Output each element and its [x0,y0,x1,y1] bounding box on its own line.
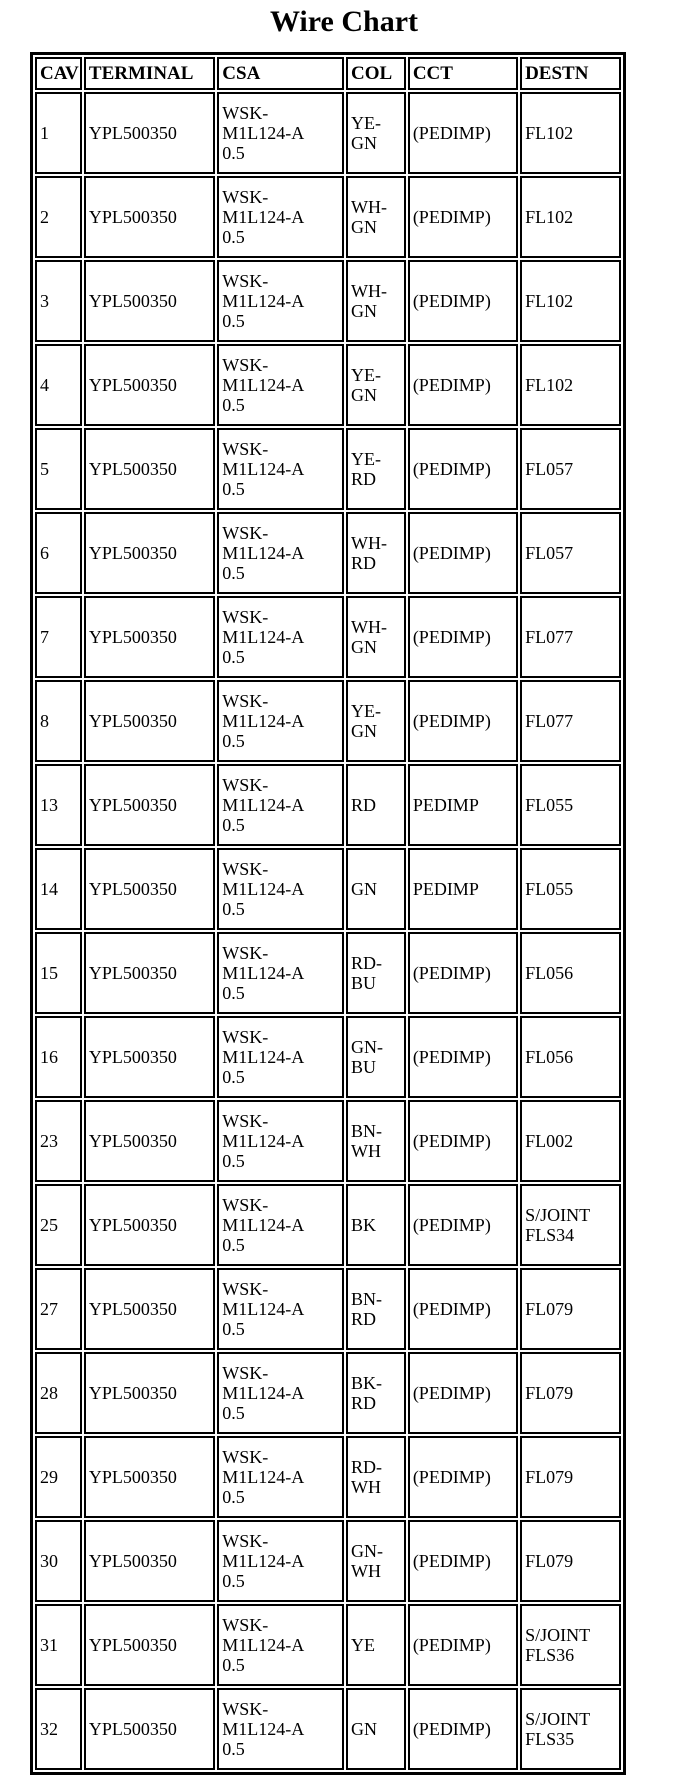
cell-csa-line: M1L124-A [222,459,305,479]
cell-col-line: GN [350,637,377,657]
cell-csa [217,596,344,678]
cell-col [346,1184,406,1266]
cell-cav: 16 [35,1016,82,1098]
cell-destn [520,1604,621,1686]
table-row [35,428,621,510]
cell-csa [217,1268,344,1350]
cell-destn [520,680,621,762]
cell-terminal: YPL500350 [84,848,215,930]
cell-col-line: RD [350,795,376,815]
cell-destn-line: FL079 [525,1299,574,1319]
cell-destn-line: FL002 [525,1131,574,1151]
cell-destn-line: S/JOINT [525,1709,591,1729]
cell-csa-line: WSK- [222,1699,269,1719]
cell-destn [520,512,621,594]
cell-csa [217,512,344,594]
cell-col [346,1688,406,1770]
cell-csa [217,1016,344,1098]
cell-csa [217,1436,344,1518]
cell-cct: (PEDIMP) [408,1352,518,1434]
cell-col [346,1268,406,1350]
cell-csa-line: M1L124-A [222,291,305,311]
cell-destn-line: FL056 [525,1047,574,1067]
cell-csa-line: 0.5 [222,1571,245,1591]
cell-csa-line: WSK- [222,775,269,795]
cell-col [346,344,406,426]
cell-col-line: BU [350,1057,376,1077]
cell-destn-line: FL102 [525,123,574,143]
cell-destn [520,344,621,426]
cell-csa-line: M1L124-A [222,711,305,731]
cell-csa-line: 0.5 [222,1151,245,1171]
cell-col-line: GN [350,385,377,405]
cell-cav: 5 [35,428,82,510]
cell-col [346,176,406,258]
cell-col-line: BU [350,973,376,993]
table-row [35,1520,621,1602]
cell-destn [520,1520,621,1602]
cell-col [346,1352,406,1434]
cell-destn [520,848,621,930]
cell-col-line: GN [350,301,377,321]
cell-csa [217,428,344,510]
cell-terminal: YPL500350 [84,1520,215,1602]
cell-destn [520,764,621,846]
table-row [35,848,621,930]
cell-destn-line: S/JOINT [525,1205,591,1225]
cell-col-line: BK [350,1215,376,1235]
cell-col [346,260,406,342]
cell-csa-line: 0.5 [222,815,245,835]
cell-csa [217,1520,344,1602]
cell-col [346,512,406,594]
cell-destn [520,1016,621,1098]
table-row [35,1184,621,1266]
cell-col-line: BK- [350,1373,382,1393]
cell-col [346,1100,406,1182]
cell-col [346,932,406,1014]
cell-csa-line: 0.5 [222,1319,245,1339]
cell-terminal: YPL500350 [84,1184,215,1266]
table-row [35,932,621,1014]
cell-terminal: YPL500350 [84,512,215,594]
cell-col-line: YE- [350,449,381,469]
cell-cav: 8 [35,680,82,762]
cell-destn [520,1184,621,1266]
cell-col [346,596,406,678]
cell-col-line: RD [350,1309,376,1329]
cell-csa-line: WSK- [222,1447,269,1467]
cell-cav: 13 [35,764,82,846]
cell-csa [217,1688,344,1770]
cell-col-line: GN [350,879,377,899]
cell-destn-line: FL079 [525,1383,574,1403]
cell-destn-line: FL077 [525,627,574,647]
cell-destn-line: FLS35 [525,1729,575,1749]
cell-csa-line: 0.5 [222,1655,245,1675]
table-row [35,1016,621,1098]
cell-col-line: RD- [350,953,382,973]
page-title: Wire Chart [269,5,419,38]
cell-csa-line: 0.5 [222,479,245,499]
cell-col [346,848,406,930]
cell-csa-line: 0.5 [222,143,245,163]
cell-csa-line: 0.5 [222,899,245,919]
cell-cct: (PEDIMP) [408,344,518,426]
cell-csa-line: WSK- [222,271,269,291]
cell-col-line: GN [350,133,377,153]
cell-col-line: WH- [350,197,387,217]
cell-terminal: YPL500350 [84,1100,215,1182]
cell-destn-line: FL057 [525,459,574,479]
cell-destn [520,1268,621,1350]
table-row [35,1436,621,1518]
cell-csa-line: WSK- [222,355,269,375]
cell-csa-line: 0.5 [222,1235,245,1255]
cell-cav: 27 [35,1268,82,1350]
header-terminal: TERMINAL [84,57,215,90]
cell-terminal: YPL500350 [84,260,215,342]
header-destn: DESTN [520,57,621,90]
cell-terminal: YPL500350 [84,596,215,678]
cell-col-line: WH- [350,617,387,637]
cell-csa [217,848,344,930]
cell-destn-line: FL079 [525,1467,574,1487]
cell-cct: (PEDIMP) [408,512,518,594]
cell-cct: (PEDIMP) [408,596,518,678]
cell-cav: 2 [35,176,82,258]
cell-cct: (PEDIMP) [408,1016,518,1098]
cell-destn [520,1352,621,1434]
cell-destn-line: FL056 [525,963,574,983]
cell-col [346,1436,406,1518]
cell-terminal: YPL500350 [84,1268,215,1350]
cell-csa-line: M1L124-A [222,207,305,227]
header-cav: CAV [35,57,82,90]
cell-csa-line: M1L124-A [222,1047,305,1067]
cell-cav: 29 [35,1436,82,1518]
cell-terminal: YPL500350 [84,344,215,426]
cell-cav: 3 [35,260,82,342]
cell-csa-line: WSK- [222,1615,269,1635]
cell-cav: 1 [35,92,82,174]
table-row [35,680,621,762]
cell-col-line: YE- [350,365,381,385]
cell-cct: (PEDIMP) [408,680,518,762]
cell-cav: 4 [35,344,82,426]
cell-col [346,92,406,174]
cell-cct: (PEDIMP) [408,176,518,258]
cell-csa-line: M1L124-A [222,1467,305,1487]
header-col: COL [346,57,406,90]
cell-col-line: RD [350,1393,376,1413]
cell-destn [520,428,621,510]
cell-terminal: YPL500350 [84,1436,215,1518]
table-row [35,1604,621,1686]
cell-csa-line: WSK- [222,607,269,627]
cell-cct: (PEDIMP) [408,1184,518,1266]
cell-col-line: RD [350,469,376,489]
cell-col-line: RD- [350,1457,382,1477]
cell-csa-line: WSK- [222,439,269,459]
cell-cav: 15 [35,932,82,1014]
cell-csa [217,1100,344,1182]
table-row [35,1688,621,1770]
cell-csa-line: 0.5 [222,563,245,583]
header-row [35,57,621,90]
cell-col [346,1016,406,1098]
cell-cct: PEDIMP [408,764,518,846]
cell-col-line: BN- [350,1289,382,1309]
cell-destn-line: FL079 [525,1551,574,1571]
cell-csa-line: 0.5 [222,731,245,751]
cell-csa-line: 0.5 [222,647,245,667]
cell-col-line: YE- [350,701,381,721]
cell-terminal: YPL500350 [84,1688,215,1770]
cell-cct: (PEDIMP) [408,1436,518,1518]
cell-cav: 14 [35,848,82,930]
cell-cav: 31 [35,1604,82,1686]
table-row [35,512,621,594]
cell-cct: (PEDIMP) [408,932,518,1014]
cell-csa-line: 0.5 [222,1487,245,1507]
cell-destn-line: FL102 [525,291,574,311]
cell-cav: 28 [35,1352,82,1434]
cell-destn-line: FL057 [525,543,574,563]
cell-destn [520,1100,621,1182]
cell-terminal: YPL500350 [84,1604,215,1686]
cell-csa-line: WSK- [222,523,269,543]
header-cct: CCT [408,57,518,90]
cell-csa-line: 0.5 [222,1739,245,1759]
table-row [35,764,621,846]
cell-csa-line: WSK- [222,943,269,963]
cell-destn-line: FLS36 [525,1645,575,1665]
cell-terminal: YPL500350 [84,428,215,510]
cell-col-line: BN- [350,1121,382,1141]
cell-col-line: WH- [350,533,387,553]
cell-csa-line: 0.5 [222,395,245,415]
cell-cct: (PEDIMP) [408,92,518,174]
cell-col-line: WH [350,1561,381,1581]
cell-csa-line: WSK- [222,103,269,123]
cell-csa [217,176,344,258]
cell-csa-line: M1L124-A [222,375,305,395]
cell-destn [520,1436,621,1518]
cell-csa-line: M1L124-A [222,1299,305,1319]
cell-csa [217,260,344,342]
table-body [35,92,621,1770]
cell-csa-line: 0.5 [222,1067,245,1087]
cell-cav: 23 [35,1100,82,1182]
cell-csa-line: M1L124-A [222,1215,305,1235]
cell-cav: 7 [35,596,82,678]
cell-destn-line: FLS34 [525,1225,575,1245]
table-row [35,596,621,678]
cell-csa-line: M1L124-A [222,1383,305,1403]
table-row [35,344,621,426]
cell-terminal: YPL500350 [84,92,215,174]
cell-cav: 30 [35,1520,82,1602]
cell-col-line: YE- [350,113,381,133]
cell-csa-line: WSK- [222,1363,269,1383]
cell-col [346,1604,406,1686]
cell-destn-line: FL055 [525,879,574,899]
table-row [35,92,621,174]
cell-terminal: YPL500350 [84,176,215,258]
cell-cct: (PEDIMP) [408,1688,518,1770]
cell-csa-line: M1L124-A [222,1551,305,1571]
cell-col-line: GN- [350,1037,383,1057]
cell-destn [520,1688,621,1770]
cell-destn [520,176,621,258]
cell-csa-line: M1L124-A [222,543,305,563]
cell-cav: 25 [35,1184,82,1266]
table-row [35,1268,621,1350]
cell-destn [520,260,621,342]
cell-cct: (PEDIMP) [408,428,518,510]
table-row [35,1100,621,1182]
table-row [35,176,621,258]
cell-terminal: YPL500350 [84,764,215,846]
cell-destn [520,596,621,678]
cell-csa-line: 0.5 [222,1403,245,1423]
cell-csa-line: M1L124-A [222,963,305,983]
cell-cct: PEDIMP [408,848,518,930]
cell-cct: (PEDIMP) [408,1520,518,1602]
cell-col [346,428,406,510]
cell-terminal: YPL500350 [84,932,215,1014]
cell-csa-line: WSK- [222,1279,269,1299]
wire-chart-table [30,52,626,1775]
cell-cct: (PEDIMP) [408,1100,518,1182]
cell-csa-line: WSK- [222,691,269,711]
cell-col-line: YE [350,1635,375,1655]
cell-csa-line: 0.5 [222,227,245,247]
cell-csa-line: WSK- [222,1027,269,1047]
cell-csa [217,344,344,426]
cell-csa-line: WSK- [222,1531,269,1551]
cell-csa [217,932,344,1014]
cell-col [346,680,406,762]
cell-cav: 6 [35,512,82,594]
cell-csa [217,680,344,762]
cell-csa [217,1352,344,1434]
cell-col-line: WH- [350,281,387,301]
cell-csa-line: M1L124-A [222,1719,305,1739]
cell-destn [520,92,621,174]
cell-cct: (PEDIMP) [408,260,518,342]
cell-destn-line: FL102 [525,207,574,227]
cell-col [346,764,406,846]
cell-destn [520,932,621,1014]
cell-destn-line: FL055 [525,795,574,815]
cell-col-line: WH [350,1477,381,1497]
cell-cct: (PEDIMP) [408,1268,518,1350]
cell-csa [217,1184,344,1266]
cell-csa-line: WSK- [222,859,269,879]
cell-csa-line: M1L124-A [222,123,305,143]
cell-destn-line: FL102 [525,375,574,395]
cell-csa-line: WSK- [222,187,269,207]
cell-terminal: YPL500350 [84,680,215,762]
cell-cav: 32 [35,1688,82,1770]
cell-csa [217,764,344,846]
cell-destn-line: FL077 [525,711,574,731]
cell-terminal: YPL500350 [84,1016,215,1098]
cell-col-line: WH [350,1141,381,1161]
cell-col-line: GN [350,217,377,237]
cell-csa-line: M1L124-A [222,627,305,647]
cell-col-line: GN- [350,1541,383,1561]
table-row [35,1352,621,1434]
cell-col-line: RD [350,553,376,573]
cell-csa-line: 0.5 [222,311,245,331]
cell-destn-line: S/JOINT [525,1625,591,1645]
header-csa: CSA [217,57,344,90]
cell-cct: (PEDIMP) [408,1604,518,1686]
cell-csa [217,92,344,174]
cell-csa-line: M1L124-A [222,795,305,815]
cell-csa-line: WSK- [222,1111,269,1131]
cell-csa-line: M1L124-A [222,1635,305,1655]
cell-terminal: YPL500350 [84,1352,215,1434]
cell-csa-line: WSK- [222,1195,269,1215]
cell-csa [217,1604,344,1686]
cell-csa-line: 0.5 [222,983,245,1003]
cell-csa-line: M1L124-A [222,879,305,899]
table-row [35,260,621,342]
cell-col-line: GN [350,1719,377,1739]
cell-col [346,1520,406,1602]
cell-csa-line: M1L124-A [222,1131,305,1151]
cell-col-line: GN [350,721,377,741]
